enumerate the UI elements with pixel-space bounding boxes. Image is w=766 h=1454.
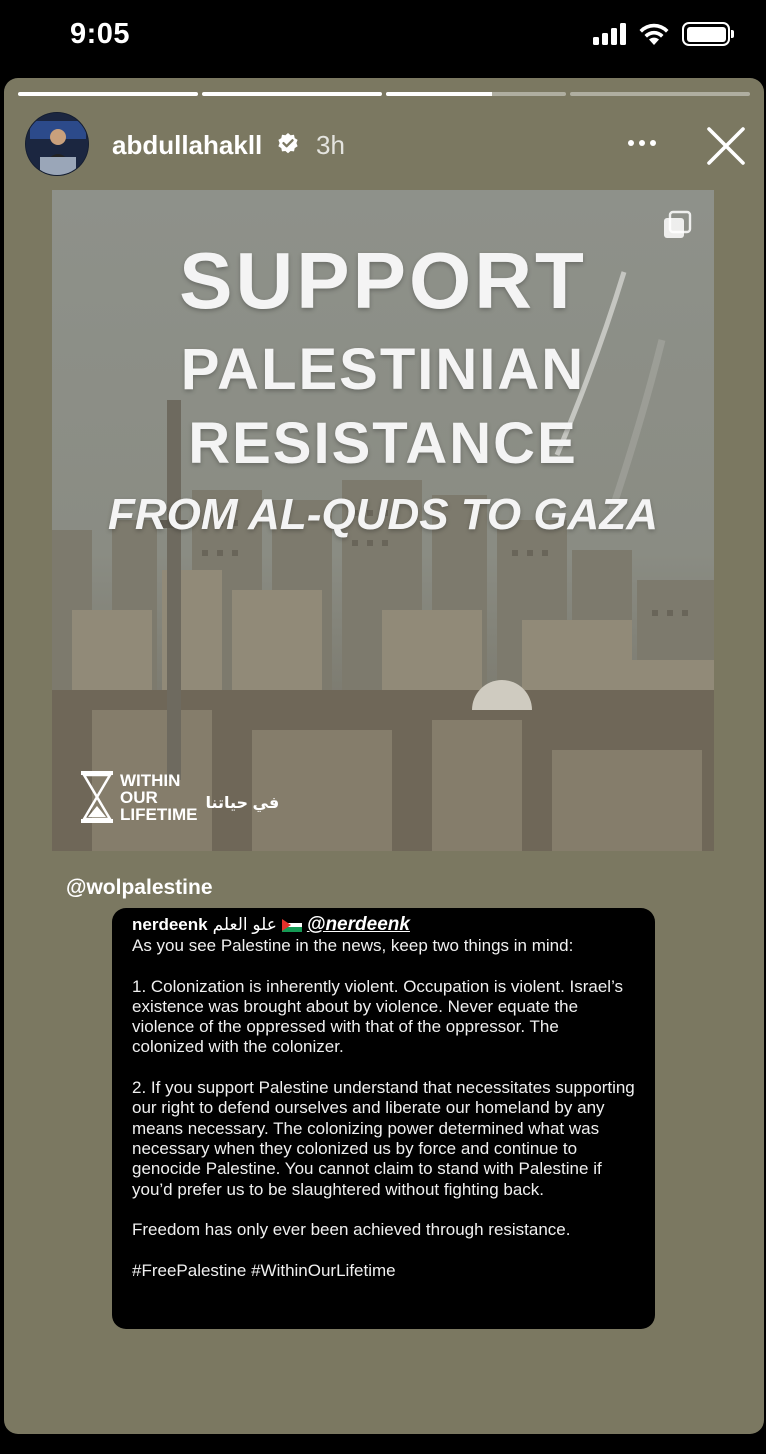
story-progress-segment [202,92,382,96]
status-time: 9:05 [70,18,131,50]
story-timestamp: 3h [316,130,345,160]
story-progress-segment [386,92,566,96]
card-arabic-name: علو العلم [212,915,277,934]
within-our-lifetime-logo [80,770,279,824]
story-username[interactable]: abdullahakll [112,130,263,160]
card-username: nerdeenk [132,915,208,934]
story-progress-segment [570,92,750,96]
close-icon[interactable] [704,124,748,168]
shared-text-card[interactable] [112,908,655,1329]
hourglass-icon [80,770,114,824]
more-options-icon[interactable] [628,140,656,146]
story-progress-fill [386,92,492,96]
card-body-text: As you see Palestine in the news, keep two things in mind: 1. Colonization is inherently violent. Occupation is violent. Israel’s existence was brought about by violence. Never equate the violence of the oppressed with that of the oppressor. The colonized with the colonizer. 2. If you support Palestine understand that necessitates supporting our right to defend ourselves and liberate our homeland by any means necessary. The colonizing power determined what was necessary when they colonized us by force and continue to genocide Palestine. You cannot claim to stand with Palestine if you’d prefer us to be slaughtered without fighting back. Freedom has only ever been achieved through resistance. #FreePalestine #WithinOurLifetime [132,936,635,1280]
status-icons [593,22,730,46]
logo-arabic-text: في حياتنا [205,795,280,812]
verified-badge-icon [276,132,300,156]
poster-subheadline-2: RESISTANCE [188,411,578,476]
story-header [4,112,764,178]
cellular-signal-icon [593,23,626,45]
wifi-icon [638,22,670,46]
palestine-flag-icon [282,919,302,932]
card-handle-link[interactable]: @nerdeenk [306,914,410,935]
story-progress-fill [18,92,198,96]
multiple-images-icon [662,210,692,240]
story-progress-bar [18,92,750,96]
story-progress-segment [18,92,198,96]
poster-headline: SUPPORT [179,236,587,325]
story-progress-fill [202,92,382,96]
shared-post-image[interactable] [52,190,714,851]
logo-text-within: WITHIN [120,770,181,790]
story-viewer[interactable] [4,78,764,1434]
status-bar [0,0,766,78]
avatar[interactable] [25,112,89,176]
logo-text-lifetime: LIFETIME [120,804,198,824]
mention-sticker[interactable]: @wolpalestine [66,876,213,899]
logo-text-our: OUR [120,787,158,807]
battery-icon [682,22,730,46]
poster-subheadline: PALESTINIAN [180,337,586,402]
card-header [132,916,635,934]
poster-tagline: FROM AL-QUDS TO GAZA [108,490,658,539]
